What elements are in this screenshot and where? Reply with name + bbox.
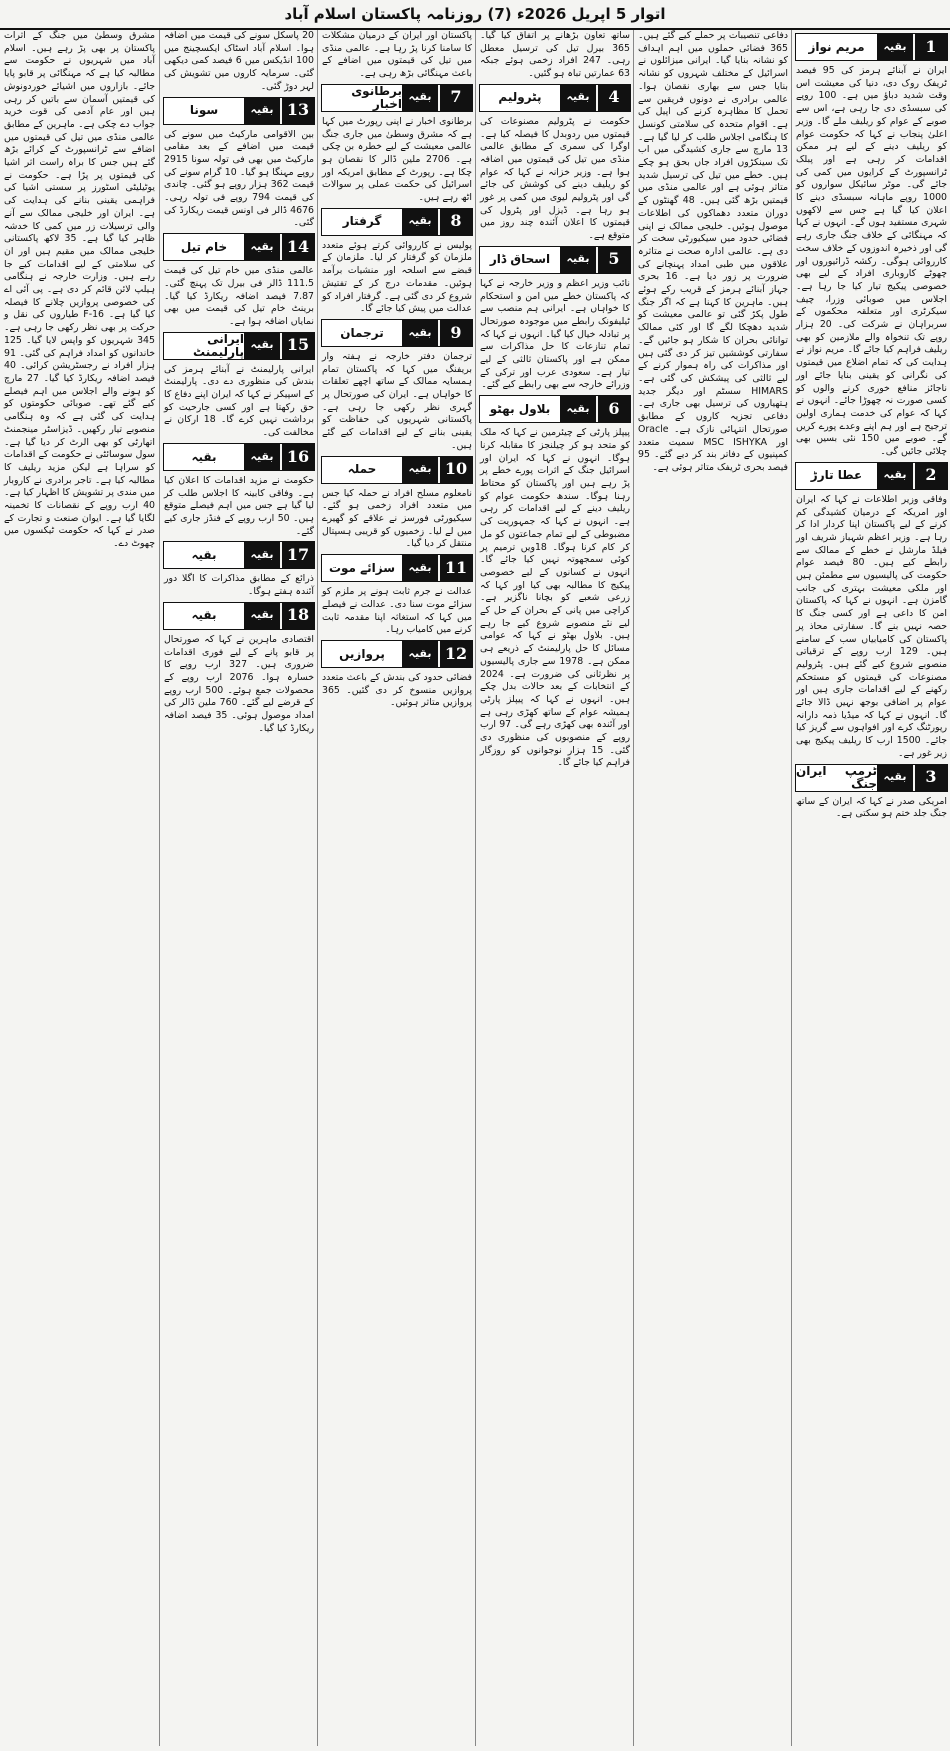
section-tag: بقیہ — [244, 603, 280, 629]
column-6 — [0, 30, 159, 1746]
section-header-4 — [479, 84, 631, 112]
section-tag: بقیہ — [244, 333, 280, 359]
section-header-6 — [479, 395, 631, 423]
article-text: عدالت نے جرم ثابت ہونے پر ملزم کو سزائے موت سنا دی۔ عدالت نے فیصلے میں کہا کہ استغاثہ اپنا مقدمہ ثابت کرنے میں کامیاب رہا۔ — [322, 586, 472, 636]
section-header-7 — [321, 84, 473, 112]
section-number: 1 — [913, 34, 947, 60]
section-number: 11 — [438, 555, 472, 581]
section-title: پروازیں — [339, 646, 385, 661]
section-tag: بقیہ — [402, 641, 438, 667]
section-tag: بقیہ — [244, 444, 280, 470]
section-tag: بقیہ — [877, 34, 913, 60]
section-title: گرفتار — [342, 214, 382, 229]
article-text: پیپلز پارٹی کے چیئرمین نے کہا کہ ملک کو متحد ہو کر چیلنجز کا مقابلہ کرنا ہوگا۔ انہوں نے کہا کہ ایران اور اسرائیل جنگ کے اثرات پورے خطے پر پڑ رہے ہیں اور پاکستان کو محتاط رہنا ہوگا۔ سندھ حکومت عوام کو ریلیف دینے کے لیے اقدامات کر رہی ہے۔ انہوں نے کہا کہ جمہوریت کی مضبوطی کے لیے تمام جماعتوں کو مل کر کام کرنا ہوگا۔ 18ویں ترمیم پر کوئی سمجھوتہ نہیں کیا جائے گا۔ انہوں نے کسانوں کے لیے خصوصی پیکیج کا مطالبہ بھی کیا اور کہا کہ زرعی شعبے کو بچانا ناگزیر ہے۔ کراچی میں پانی کے بحران کے حل کے لیے نئے منصوبے شروع کیے جا رہے ہیں۔ بلاول بھٹو نے کہا کہ عوامی مسائل کا حل پارلیمنٹ کے ذریعے ہی ممکن ہے۔ 1978 سے جاری پالیسیوں پر نظرثانی کی ضرورت ہے۔ 2024 کے انتخابات کے بعد حالات بدل چکے ہیں۔ انہوں نے کہا کہ پیپلز پارٹی ہمیشہ عوام کے ساتھ کھڑی رہی ہے اور آئندہ بھی کھڑی رہے گی۔ 97 ارب روپے کے منصوبوں کی منظوری دی گئی۔ 15 ہزار نوجوانوں کو روزگار فراہم کیا جائے گا۔ — [480, 427, 630, 769]
section-number: 17 — [280, 542, 314, 568]
article-text: ترجمان دفتر خارجہ نے ہفتہ وار بریفنگ میں کہا کہ پاکستان تمام ہمسایہ ممالک کے ساتھ اچھے تعلقات کا خواہاں ہے۔ ایران کی صورتحال پر گہری نظر رکھی جا رہی ہے۔ پاکستانی شہریوں کی حفاظت کو یقینی بنانے کے لیے اقدامات کیے گئے ہیں۔ — [322, 350, 472, 451]
column-5 — [159, 30, 318, 1746]
section-tag: بقیہ — [560, 396, 596, 422]
section-title: عطا تارڑ — [810, 468, 863, 483]
section-number: 18 — [280, 603, 314, 629]
column-2 — [633, 30, 792, 1746]
section-header-16 — [163, 443, 315, 471]
column-4 — [317, 30, 476, 1746]
section-title: بقیہ — [191, 608, 217, 623]
article-text: ذرائع کے مطابق مذاکرات کا اگلا دور آئندہ ہفتے ہوگا۔ — [164, 573, 314, 598]
section-number: 5 — [596, 247, 630, 273]
article-text: نائب وزیر اعظم و وزیر خارجہ نے کہا کہ پاکستان خطے میں امن و استحکام کا خواہاں ہے۔ ایرانی ہم منصب سے ٹیلیفونک رابطے میں موجودہ صورتحال پر تبادلہ خیال کیا گیا۔ انہوں نے کہا کہ تمام تنازعات کا حل مذاکرات سے ممکن ہے اور پاکستان ثالثی کے لیے تیار ہے۔ سعودی عرب اور ترکی کے وزرائے خارجہ سے بھی رابطے کیے گئے۔ — [480, 277, 630, 391]
section-tag: بقیہ — [402, 209, 438, 235]
section-title: ترجمان — [340, 325, 384, 340]
section-header-8 — [321, 208, 473, 236]
section-number: 3 — [913, 765, 947, 791]
masthead — [0, 0, 950, 30]
section-title: پٹرولیم — [498, 90, 542, 105]
section-header-11 — [321, 554, 473, 582]
section-header-12 — [321, 640, 473, 668]
article-text: فضائی حدود کی بندش کے باعث متعدد پروازیں منسوخ کر دی گئیں۔ 365 پروازیں متاثر ہوئیں۔ — [322, 671, 472, 709]
article-text: ساتھ تعاون بڑھانے پر اتفاق کیا گیا۔ 365 بیرل تیل کی ترسیل معطل رہی۔ 247 افراد زخمی ہوئے جبکہ 63 عمارتیں تباہ ہو گئیں۔ — [480, 30, 630, 80]
section-tag: بقیہ — [402, 555, 438, 581]
section-title: ایرانی پارلیمنٹ — [193, 331, 244, 359]
section-tag: بقیہ — [402, 85, 438, 111]
section-number: 4 — [596, 85, 630, 111]
section-title: حملہ — [347, 462, 377, 477]
section-header-9 — [321, 319, 473, 347]
article-text: برطانوی اخبار نے اپنی رپورٹ میں کہا ہے کہ مشرق وسطیٰ میں جاری جنگ عالمی معیشت کے لیے خطرہ بن چکی ہے۔ 2706 ملین ڈالر کا نقصان ہو چکا ہے۔ رپورٹ کے مطابق امریکہ اور اسرائیل کی حکمت عملی پر سوالات اٹھ رہے ہیں۔ — [322, 115, 472, 204]
article-text: بین الاقوامی مارکیٹ میں سونے کی قیمت میں اضافے کے بعد مقامی مارکیٹ میں بھی فی تولہ سونا 2915 روپے مہنگا ہو گیا۔ 10 گرام سونے کی قیمت 362 ہزار روپے ہو گئی۔ چاندی کی قیمت 794 روپے فی تولہ رہی۔ 4676 ڈالر فی اونس قیمت ریکارڈ کی گئی۔ — [164, 128, 315, 229]
section-number: 7 — [438, 85, 472, 111]
section-tag: بقیہ — [402, 320, 438, 346]
section-header-10 — [321, 456, 473, 484]
section-header-14 — [163, 233, 315, 261]
section-tag: بقیہ — [244, 542, 280, 568]
section-number: 6 — [596, 396, 630, 422]
section-header-2 — [795, 462, 948, 490]
article-text: حکومت نے پٹرولیم مصنوعات کی قیمتوں میں ردوبدل کا فیصلہ کیا ہے۔ اوگرا کی سمری کے مطابق عالمی منڈی میں تیل کی قیمتوں میں اضافہ ہوا ہے۔ وزیر خزانہ نے کہا کہ عوام کو ریلیف دینے کی کوشش کی جائے گی اور پٹرولیم لیوی میں کمی پر غور ہو رہا ہے۔ ڈیزل اور پٹرول کی قیمتوں کا اعلان آئندہ چند روز میں متوقع ہے۔ — [480, 115, 630, 242]
section-tag: بقیہ — [244, 98, 280, 124]
section-number: 13 — [280, 98, 314, 124]
section-header-18 — [163, 602, 315, 630]
section-tag: بقیہ — [560, 247, 596, 273]
section-title: بلاول بھٹو — [489, 401, 551, 416]
section-title: سزائے موت — [328, 560, 396, 575]
article-text: ایرانی پارلیمنٹ نے آبنائے ہرمز کی بندش کی منظوری دے دی۔ پارلیمنٹ کے اسپیکر نے کہا کہ ایران اپنے دفاع کا حق رکھتا ہے اور کسی جارحیت کو برداشت نہیں کرے گا۔ 18 ارکان نے مخالفت کی۔ — [164, 363, 314, 439]
section-header-1 — [795, 33, 948, 61]
section-number: 14 — [280, 234, 314, 260]
section-tag: بقیہ — [877, 765, 913, 791]
section-tag: بقیہ — [560, 85, 596, 111]
section-number: 10 — [438, 457, 472, 483]
section-tag: بقیہ — [877, 463, 913, 489]
section-tag: بقیہ — [244, 234, 280, 260]
section-title: اسحاق ڈار — [489, 252, 551, 267]
article-text: اقتصادی ماہرین نے کہا کہ صورتحال پر قابو پانے کے لیے فوری اقدامات ضروری ہیں۔ 327 ارب روپے کا خسارہ ہوا۔ 2076 ارب روپے کے محصولات جمع ہوئے۔ 500 ارب روپے کے قرضے لیے گئے۔ 760 ملین ڈالر کی امداد موصول ہوئی۔ 35 فیصد اضافہ ریکارڈ کیا گیا۔ — [164, 633, 315, 734]
section-number: 12 — [438, 641, 472, 667]
section-title: ٹرمپ ایران جنگ — [796, 763, 877, 791]
section-number: 15 — [280, 333, 314, 359]
column-1 — [791, 30, 950, 1746]
article-text: نامعلوم مسلح افراد نے حملہ کیا جس میں متعدد افراد زخمی ہو گئے۔ سیکیورٹی فورسز نے علاقے کو گھیرے میں لے لیا۔ زخمیوں کو قریبی ہسپتال منتقل کر دیا گیا۔ — [322, 487, 472, 550]
column-3 — [475, 30, 634, 1746]
section-header-15 — [163, 332, 315, 360]
section-title: برطانوی اخبار — [351, 84, 402, 111]
article-text: امریکی صدر نے کہا کہ ایران کے ساتھ جنگ جلد ختم ہو سکتی ہے۔ — [796, 795, 947, 820]
article-text: ایران نے آبنائے ہرمز کی 95 فیصد ٹریفک روک دی، دنیا کی معیشت اس وقت شدید دباؤ میں ہے۔ 100 روپے کی سبسڈی دی جا رہی ہے، اس سے صوبے کے عوام کو ریلیف ملے گا۔ وزیر اعلیٰ پنجاب نے کہا کہ حکومت عوام کو ریلیف دینے کے لیے ہر ممکن اقدامات کر رہی ہے اور پبلک ٹرانسپورٹ کے کرایوں میں کمی کی جائے گی۔ موٹر سائیکل سواروں کو 1000 روپے ماہانہ سبسڈی دینے کا اعلان کیا گیا ہے جس سے لاکھوں شہری مستفید ہوں گے۔ انہوں نے کہا کہ مہنگائی کے خلاف جنگ جاری رہے گی اور ذخیرہ اندوزوں کے خلاف سخت کارروائی ہوگی۔ رکشہ ڈرائیوروں اور چھوٹے کاروباری افراد کے لیے بھی خصوصی پیکیج تیار کیا جا رہا ہے۔ اجلاس میں صوبائی وزرا، چیف سیکرٹری اور متعلقہ محکموں کے سربراہان نے شرکت کی۔ 20 ہزار روپے تک تنخواہ والے ملازمین کو بھی ریلیف فراہم کیا جائے گا۔ مریم نواز نے ہدایت کی کہ تمام اضلاع میں قیمتوں کی نگرانی کو یقینی بنایا جائے اور ناجائز منافع خوری کرنے والوں کو کسی صورت نہ چھوڑا جائے۔ انہوں نے کہا کہ عوام کی خدمت ہماری اولین ترجیح ہے اور ہم اپنے وعدے پورے کریں گے۔ صوبے میں 150 نئی بسیں بھی چلائی جائیں گی۔ — [796, 65, 948, 458]
section-number: 8 — [438, 209, 472, 235]
article-text: پولیس نے کارروائی کرتے ہوئے متعدد ملزمان کو گرفتار کر لیا۔ ملزمان کے قبضے سے اسلحہ اور منشیات برآمد ہوئیں۔ مقدمات درج کر کے تفتیش شروع کر دی گئی ہے۔ گرفتار افراد کو عدالت میں پیش کیا جائے گا۔ — [322, 239, 472, 315]
section-tag: بقیہ — [402, 457, 438, 483]
section-header-5 — [479, 246, 631, 274]
masthead-title: اتوار 5 اپریل 2026ء (7) روزنامہ پاکستان اسلام آباد — [284, 5, 666, 23]
section-title: سونا — [189, 103, 219, 118]
section-title: بقیہ — [191, 548, 217, 563]
section-header-13 — [163, 97, 315, 125]
article-text: وفاقی وزیر اطلاعات نے کہا کہ ایران اور امریکہ کے درمیان کشیدگی کم کرنے کے لیے پاکستان اپنا کردار ادا کر رہا ہے۔ وزیر اعظم شہباز شریف اور فیلڈ مارشل نے خطے کے ممالک سے رابطے کیے ہیں۔ 80 فیصد عوام حکومت کی پالیسیوں سے مطمئن ہیں اور ملکی معیشت بہتری کی جانب گامزن ہے۔ انہوں نے کہا کہ پاکستان امن کا داعی ہے اور کسی جنگ کا حصہ نہیں بنے گا۔ سفارتی محاذ پر پاکستان کی کامیابیاں سب کے سامنے ہیں۔ 129 ارب روپے کے ترقیاتی منصوبے شروع کیے گئے ہیں۔ پٹرولیم مصنوعات کی قیمتوں کو مستحکم رکھنے کے لیے اقدامات جاری ہیں اور عوام پر اضافی بوجھ نہیں ڈالا جائے گا۔ انہوں نے کہا کہ میڈیا ذمہ دارانہ رپورٹنگ کرے اور افواہوں سے گریز کیا جائے۔ 1500 ارب کا ریلیف پیکیج بھی زیر غور ہے۔ — [796, 493, 947, 759]
article-text: 20 پاسکل سونے کی قیمت میں اضافہ ہوا۔ اسلام آباد اسٹاک ایکسچینج میں 100 انڈیکس میں 6 فیصد کمی دیکھی گئی۔ سرمایہ کاروں میں تشویش کی لہر دوڑ گئی۔ — [164, 30, 314, 92]
article-text: عالمی منڈی میں خام تیل کی قیمت 111.5 ڈالر فی بیرل تک پہنچ گئی۔ 7.87 فیصد اضافہ ریکارڈ کیا گیا۔ برینٹ خام تیل کی قیمت میں بھی نمایاں اضافہ ہوا ہے۔ — [164, 265, 314, 327]
section-number: 9 — [438, 320, 472, 346]
section-number: 2 — [913, 463, 947, 489]
article-text: پاکستان اور ایران کے درمیان مشکلات کا سامنا کرنا پڑ رہا ہے۔ عالمی منڈی میں تیل کی قیمتوں میں اضافے کے باعث مہنگائی بڑھ رہی ہے۔ — [322, 30, 472, 80]
section-title: بقیہ — [191, 449, 217, 464]
article-text: مشرق وسطیٰ میں جنگ کے اثرات پاکستان پر بھی پڑ رہے ہیں۔ اسلام آباد میں شہریوں نے حکومت سے مطالبہ کیا ہے کہ مہنگائی پر قابو پایا جائے۔ بازاروں میں اشیائے خوردونوش کی قیمتیں آسمان سے باتیں کر رہی ہیں اور عام آدمی کی قوت خرید جواب دے چکی ہے۔ ماہرین کے مطابق عالمی منڈی میں تیل کی قیمتوں میں اضافے سے ٹرانسپورٹ کے کرائے بڑھ گئے ہیں جس کا براہ راست اثر اشیا کی قیمتوں پر پڑا ہے۔ حکومت نے یوٹیلیٹی اسٹورز پر سستی اشیا کی فراہمی یقینی بنانے کی ہدایت کی ہے۔ ایران اور خلیجی ممالک سے آنے والی ترسیلات زر میں کمی کا خدشہ ظاہر کیا گیا ہے۔ 35 لاکھ پاکستانی خلیجی ممالک میں مقیم ہیں اور ان کی سلامتی کے لیے اقدامات کیے جا رہے ہیں۔ وزارت خارجہ نے ہنگامی ہیلپ لائن قائم کر دی ہے۔ پی آئی اے کی خصوصی پروازیں چلانے کا فیصلہ کیا گیا ہے۔ F-16 طیاروں کی نقل و حرکت پر بھی نظر رکھی جا رہی ہے۔ 345 شہریوں کو واپس لایا گیا۔ 125 خاندانوں کو امداد فراہم کی گئی۔ 91 ہزار افراد نے رجسٹریشن کرائی۔ 40 فیصد اضافہ ریکارڈ کیا گیا۔ 27 مارچ کو ہونے والے اجلاس میں اہم فیصلے کیے گئے تھے۔ صوبائی حکومتوں کو ہدایت کی گئی ہے کہ وہ ہنگامی منصوبے تیار رکھیں۔ ڈیزاسٹر مینجمنٹ اتھارٹی کو بھی الرٹ کر دیا گیا ہے۔ سول سوسائٹی نے حکومت کے اقدامات کو سراہا ہے لیکن مزید ریلیف کا مطالبہ کیا ہے۔ تاجر برادری نے کاروبار میں مندی پر تشویش کا اظہار کیا ہے۔ 40 ارب روپے کے نقصانات کا تخمینہ لگایا گیا ہے۔ ایوان صنعت و تجارت کے صدر نے کہا کہ حکومت ٹیکسوں میں چھوٹ دے۔ — [3, 30, 156, 550]
article-text: دفاعی تنصیبات پر حملے کیے گئے ہیں۔ 365 فضائی حملوں میں اہم اہداف کو نشانہ بنایا گیا۔ ایرانی میزائلوں نے اسرائیل کے مختلف شہروں کو نشانہ بنایا جس سے بھاری نقصان ہوا۔ عالمی برادری نے دونوں فریقین سے تحمل کا مظاہرہ کرنے کی اپیل کی ہے۔ اقوام متحدہ کی سلامتی کونسل کا ہنگامی اجلاس طلب کر لیا گیا ہے۔ 13 مارچ سے جاری کشیدگی میں اب تک سینکڑوں افراد جاں بحق ہو چکے ہیں۔ خطے میں تیل کی ترسیل شدید متاثر ہوئی ہے اور عالمی منڈی میں قیمتیں بڑھ گئی ہیں۔ 48 گھنٹوں کے دوران متعدد دھماکوں کی اطلاعات موصول ہوئیں۔ خلیجی ممالک نے اپنی فضائی حدود میں سیکیورٹی سخت کر دی ہے۔ عالمی ادارہ صحت نے متاثرہ علاقوں میں طبی امداد پہنچانے کی ضرورت پر زور دیا ہے۔ 16 بحری جہاز آبنائے ہرمز کے قریب رکے ہوئے ہیں۔ ماہرین کا کہنا ہے کہ اگر جنگ طول پکڑ گئی تو عالمی معیشت کو شدید دھچکا لگے گا اور کئی ممالک توانائی بحران کا شکار ہو جائیں گے۔ سفارتی کوششیں تیز کر دی گئی ہیں اور مذاکرات کی راہ ہموار کرنے کے لیے ثالثی کی پیشکش کی گئی ہے۔ HIMARS سسٹم اور دیگر جدید ہتھیاروں کی ترسیل بھی جاری ہے۔ دفاعی تجزیہ کاروں کے مطابق صورتحال انتہائی نازک ہے۔ Oracle اور MSC ISHYKA سمیت متعدد کمپنیوں کے دفاتر بند کر دیے گئے۔ 95 فیصد بحری ٹریفک متاثر ہوئی ہے۔ — [638, 30, 788, 473]
section-title: خام تیل — [180, 239, 228, 254]
section-number: 16 — [280, 444, 314, 470]
section-header-17 — [163, 541, 315, 569]
article-text: حکومت نے مزید اقدامات کا اعلان کیا ہے۔ وفاقی کابینہ کا اجلاس طلب کر لیا گیا ہے جس میں اہم فیصلے متوقع ہیں۔ 50 ارب روپے کے فنڈز جاری کیے گئے۔ — [164, 474, 315, 537]
section-title: مریم نواز — [808, 39, 865, 54]
section-header-3 — [795, 764, 948, 792]
